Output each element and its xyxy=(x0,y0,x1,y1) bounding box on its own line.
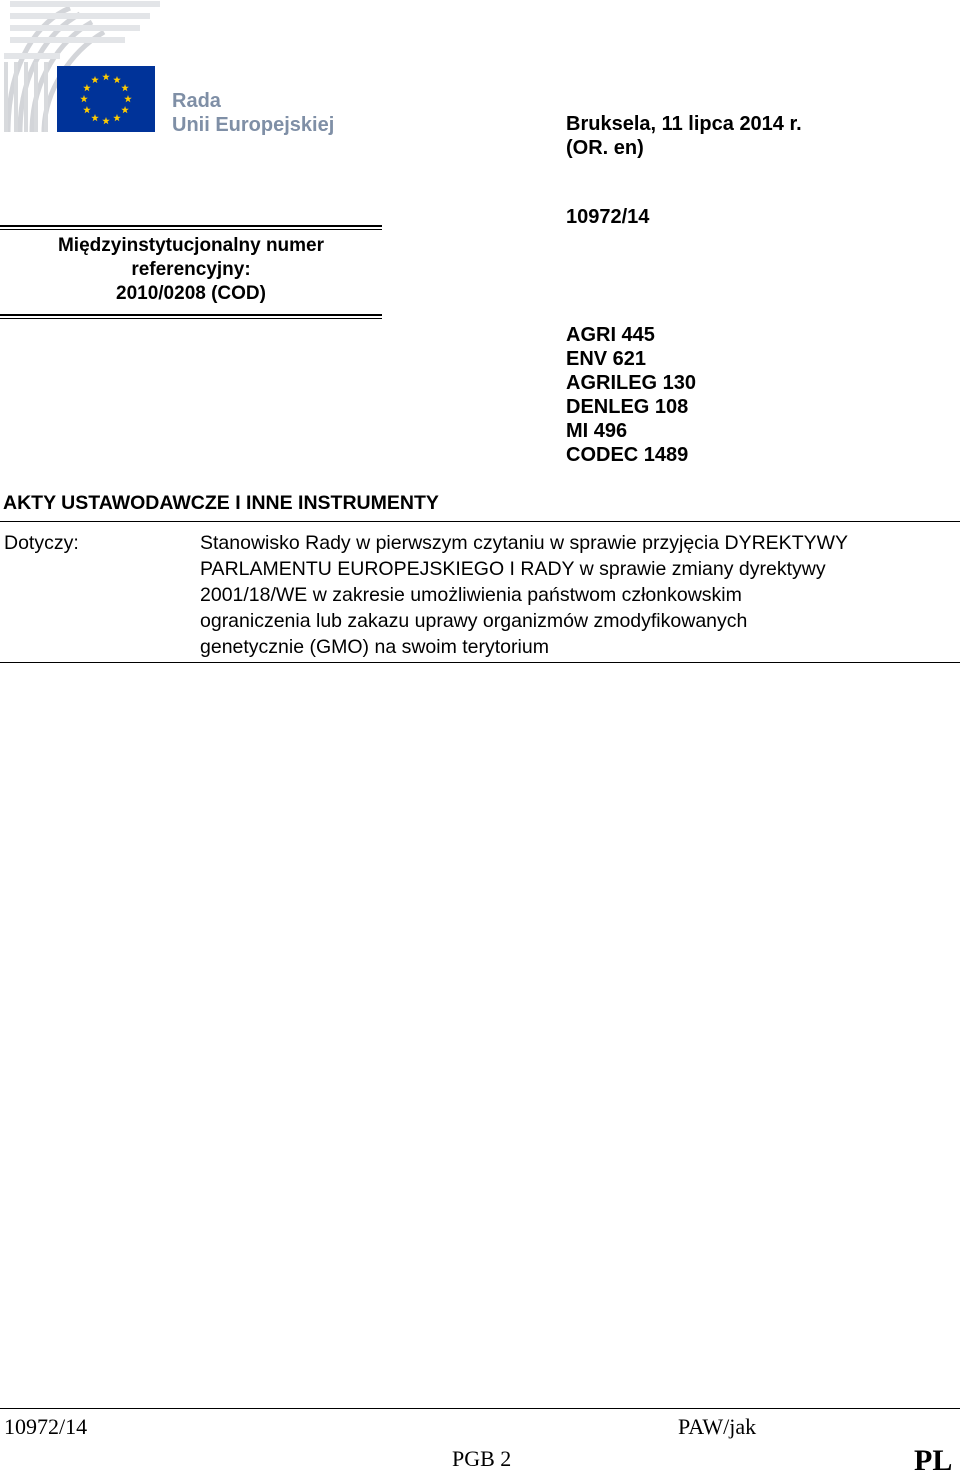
footer-initials: PAW/jak xyxy=(678,1414,757,1439)
code-item: AGRILEG 130 xyxy=(566,372,697,394)
footer-directorate: PGB 2 xyxy=(452,1446,512,1471)
interinst-label-line2: referencyjny: xyxy=(131,259,251,280)
subject-line: ograniczenia lub zakazu uprawy organizmów zmodyfikowanych xyxy=(200,610,748,632)
code-item: CODEC 1489 xyxy=(566,444,689,466)
subject-bottom-rule xyxy=(0,662,960,663)
code-item: ENV 621 xyxy=(566,348,647,370)
interinst-reference: 2010/0208 (COD) xyxy=(116,283,266,304)
document-number: 10972/14 xyxy=(566,206,650,228)
date-line: Bruksela, 11 lipca 2014 r. xyxy=(566,113,802,135)
bottom-double-rule xyxy=(0,314,382,319)
interinst-label-line1: Międzyinstytucjonalny numer xyxy=(57,235,325,256)
subject-line: genetycznie (GMO) na swoim terytorium xyxy=(200,636,549,658)
footer-doc-number: 10972/14 xyxy=(4,1414,88,1439)
subject-line: 2001/18/WE w zakresie umożliwienia państwom członkowskim xyxy=(200,584,742,606)
top-double-rule xyxy=(0,225,382,230)
footer-rule xyxy=(0,1408,960,1409)
code-item: DENLEG 108 xyxy=(566,396,689,418)
subject-line: Stanowisko Rady w pierwszym czytaniu w sprawie przyjęcia DYREKTYWY xyxy=(200,532,849,554)
subject-label: Dotyczy: xyxy=(4,532,79,554)
interinstitutional-reference xyxy=(0,234,382,306)
org-name-line2: Unii Europejskiej xyxy=(172,114,335,136)
eu-flag-icon xyxy=(57,66,155,132)
subject-top-rule xyxy=(0,521,960,522)
org-name-line1: Rada xyxy=(172,90,221,112)
document-codes xyxy=(566,323,696,467)
code-item: MI 496 xyxy=(566,420,628,442)
subject-line: PARLAMENTU EUROPEJSKIEGO I RADY w sprawie zmiany dyrektywy xyxy=(200,558,826,580)
section-title: AKTY USTAWODAWCZE I INNE INSTRUMENTY xyxy=(3,492,439,514)
code-item: AGRI 445 xyxy=(566,324,655,346)
original-language: (OR. en) xyxy=(566,137,644,159)
footer-language: PL xyxy=(914,1444,953,1477)
subject-text xyxy=(200,530,960,660)
